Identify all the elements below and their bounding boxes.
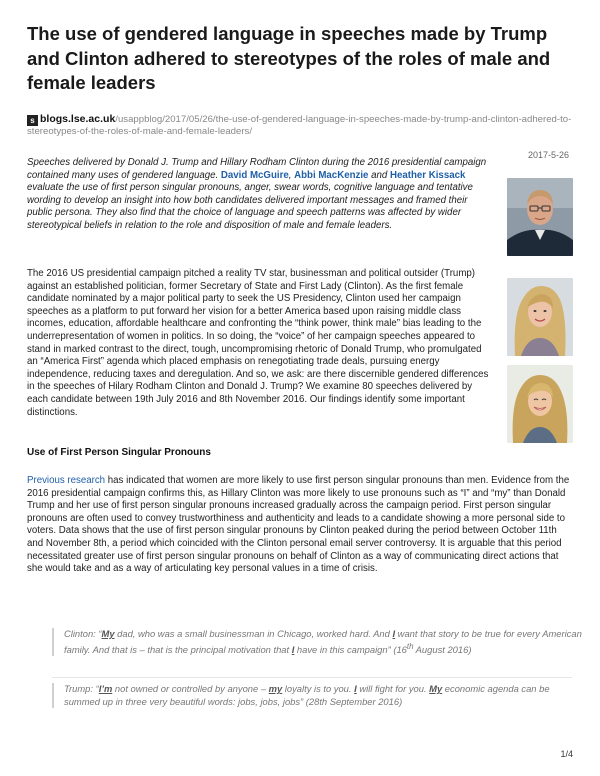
- author-link-abbi-mackenzie[interactable]: Abbi MacKenzie: [294, 169, 369, 181]
- source-url[interactable]: [27, 113, 572, 138]
- article-title: The use of gendered language in speeches made by Trump and Clinton adhered to stereotypes of the roles of male and female leaders: [27, 23, 551, 93]
- previous-research-link[interactable]: Previous research: [27, 475, 106, 486]
- author-link-david-mcguire[interactable]: David McGuire: [220, 169, 289, 181]
- clinton-quote: Clinton: “My dad, who was a small businessman in Chicago, worked hard. And I want that story to be true for every American family. And that is – that is the principal motivation that I have in this campaign” (16th August 2016): [52, 628, 584, 656]
- paragraph-campaign-intro: The 2016 US presidential campaign pitched a reality TV star, businessman and political outsider (Trump) against an established politician, former Secretary of State and First Lady (Clinton). As the first female candidate nominated by a major political party to seek the US Presidency, Clinton used her campaign speeches as a platform to put forward her vision for a better America based upon raising middle class incomes, education, affordable healthcare and confronting the “think power, think male” bias leading to the underrepresentation of women in politics. In so doing, the “voice” of her campaign speeches appeared to stand in marked contrast to the direct, tough, uncompromising rhetoric of Donald Trump, who promulgated an “America First” agenda which placed emphasis on renegotiating trade deals, pursuing energy independence, reducing taxes and deregulation. And so, we ask: are there discernible gendered differences in the speeches of Hilary Rodham Clinton and Donald J. Trump? We examine 80 speeches delivered by each candidate between 19th July 2016 and 8th November 2016. Our findings identify some important distinctions.: [27, 268, 489, 418]
- section-heading: Use of First Person Singular Pronouns: [27, 447, 211, 458]
- author-photo-heather: [507, 365, 573, 443]
- lse-logo-icon: s: [27, 115, 38, 126]
- publish-date: 2017-5-26: [527, 150, 569, 160]
- quote-divider: [52, 677, 572, 678]
- source-site[interactable]: blogs.lse.ac.uk: [40, 113, 116, 125]
- author-link-heather-kissack[interactable]: Heather Kissack: [389, 169, 466, 181]
- source-path[interactable]: /usappblog/2017/05/26/the-use-of-gendered-language-in-speeches-made-by-trump-and-clinton-adhered-to-stereotypes-of-the-roles-of-male-and-female-leaders/: [27, 114, 572, 137]
- trump-quote: Trump: “I’m not owned or controlled by anyone – my loyalty is to you. I will fight for you. My economic agenda can be summed up in three very beautiful words: jobs, jobs, jobs” (28th September 2016): [52, 683, 584, 708]
- paragraph-pronouns: Previous research has indicated that women are more likely to use first person singular pronouns than men. Evidence from the 2016 presidential campaign confirms this, as Hillary Clinton was more likely to use pronouns such as “I” and “my” than Donald Trump and her use of first person singular pronouns increased gradually across the campaign period. First person singular pronouns are often used to convey trustworthiness and authenticity and leads to a candidate showing a more personal side to voters. Data shows that the use of first person singular pronouns by Clinton peaked during the period between October 11th and November 8th, a period which coincided with the Clinton personal email server controversy. It is arguable that this period necessitated greater use of first person singular pronouns on behalf of Clinton as a way of communicating direct actions that she would take and as a way of articulating key personal values in a time of crisis.: [27, 475, 570, 575]
- author-photo-david: [507, 178, 573, 256]
- author-photo-abbi: [507, 278, 573, 356]
- intro-standfirst: Speeches delivered by Donald J. Trump and Hillary Rodham Clinton during the 2016 presidential campaign contained many uses of gendered language. David McGuire, Abbi MacKenzie and Heather Kissack evaluate the use of first person singular pronouns, anger, swear words, cognitive language and tentative wording to develop an insight into how both candidates delivered important messages and framed their public persona. They also find that the choice of language and speech patterns was affected by wider stereotypical beliefs in relation to the role and disposition of male and female leaders.: [27, 157, 487, 231]
- page-number: 1/4: [560, 749, 573, 759]
